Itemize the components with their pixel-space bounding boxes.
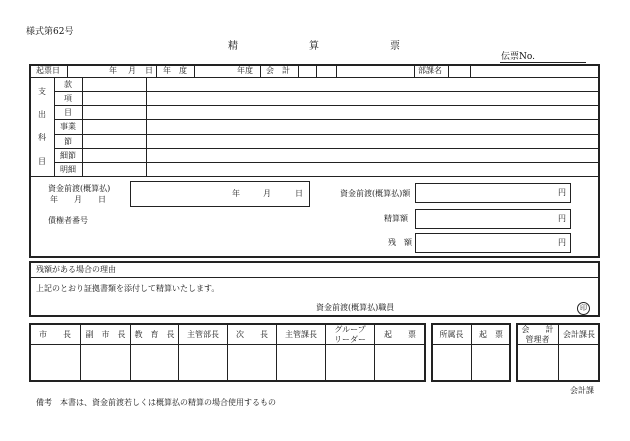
row-kou: 項 [64,94,72,103]
advance-year-unit: 年 [232,189,240,198]
balance-label: 残 額 [388,238,412,247]
settlement-yen: 円 [558,214,566,223]
title-char-3: 票 [390,41,400,52]
stamp-accountant-1: 会 計 [521,325,554,334]
issue-month-unit: 月 [128,66,136,75]
hdr-vline-1 [67,65,68,77]
advance-day-unit: 日 [295,189,303,198]
hdr-vline-2 [156,65,157,77]
stamp-vice-mayor: 副 市 長 [85,330,126,339]
stamp-dept-head: 所属長 [439,330,464,339]
class-row-line-4 [54,134,599,135]
stamp-director: 主管部長 [187,330,219,339]
reason-divider [30,277,599,278]
stamp-accountant-2: 管理者 [525,335,550,344]
class-row-line-1 [54,91,599,92]
title-char-2: 算 [309,41,319,52]
stamp-drafter: 起 票 [384,330,416,339]
account-label: 会 計 [266,66,290,75]
stamp-drafter-2: 起 票 [479,330,503,339]
advance-date-label-2: 年 月 日 [50,195,106,204]
balance-yen: 円 [558,238,566,247]
row-jigyo: 事業 [60,122,76,131]
classification-bottom [30,176,599,177]
side-char-4: 目 [38,157,46,166]
row-kan: 款 [64,80,72,89]
hdr-vline-6 [316,65,317,77]
seal-mark: 印 [577,302,590,315]
form-number: 様式第62号 [26,27,74,37]
attestation-statement: 上記のとおり証拠書類を添付して精算いたします。 [36,284,220,293]
stamp-deputy: 次 長 [236,330,268,339]
stamp-group-leader-2: リーダー [334,335,366,344]
class-row-line-3 [54,119,599,120]
fiscal-year-label: 年 度 [163,66,187,75]
settlement-label: 精算額 [384,214,408,223]
class-row-line-5 [54,148,599,149]
advance-month-unit: 月 [263,189,271,198]
header-row-divider [30,77,599,78]
creditor-label: 債権者番号 [48,216,88,225]
stamp-mayor: 市 長 [39,330,71,339]
stamp-accounting-chief: 会計課長 [563,330,595,339]
issue-year-unit: 年 [109,66,117,75]
advance-amount-label: 資金前渡(概算払)額 [340,189,411,198]
issue-day-unit: 日 [145,66,153,75]
hdr-vline-4 [260,65,261,77]
hdr-vline-9 [448,65,449,77]
fiscal-year-unit: 年度 [237,66,253,75]
row-saisetsu: 細節 [60,151,76,160]
row-setsu: 節 [64,137,72,146]
stamp-superintendent: 教 育 長 [134,330,175,339]
row-meisai: 明細 [60,165,76,174]
voucher-no-line [500,62,586,63]
advance-amount-yen: 円 [558,188,566,197]
title-char-1: 精 [228,41,238,52]
balance-amount-box[interactable] [415,233,571,253]
accounting-dept-label: 会計課 [570,386,594,395]
row-moku: 目 [64,108,72,117]
department-label: 部課名 [418,66,442,75]
side-char-1: 支 [38,87,46,96]
hdr-vline-8 [414,65,415,77]
side-char-3: 科 [38,133,46,142]
side-char-2: 出 [38,110,46,119]
hdr-vline-7 [336,65,337,77]
reason-label: 残額がある場合の理由 [36,265,116,274]
advance-date-label-1: 資金前渡(概算払) [48,184,111,193]
stamp-section-chief: 主管課長 [285,330,317,339]
hdr-vline-3 [194,65,195,77]
voucher-no-label: 伝票No. [501,52,535,62]
advance-date-box[interactable] [130,181,310,207]
issue-date-label: 起票日 [36,66,60,75]
stamp-group-leader-1: グループ [334,325,366,334]
official-label: 資金前渡(概算払)職員 [316,303,395,312]
advance-amount-box[interactable] [415,183,571,203]
footnote: 備考 本書は、資金前渡若しくは概算払の精算の場合使用するもの [36,398,276,407]
hdr-vline-5 [298,65,299,77]
settlement-amount-box[interactable] [415,209,571,229]
class-row-line-2 [54,105,599,106]
hdr-vline-10 [470,65,471,77]
class-row-line-6 [54,162,599,163]
